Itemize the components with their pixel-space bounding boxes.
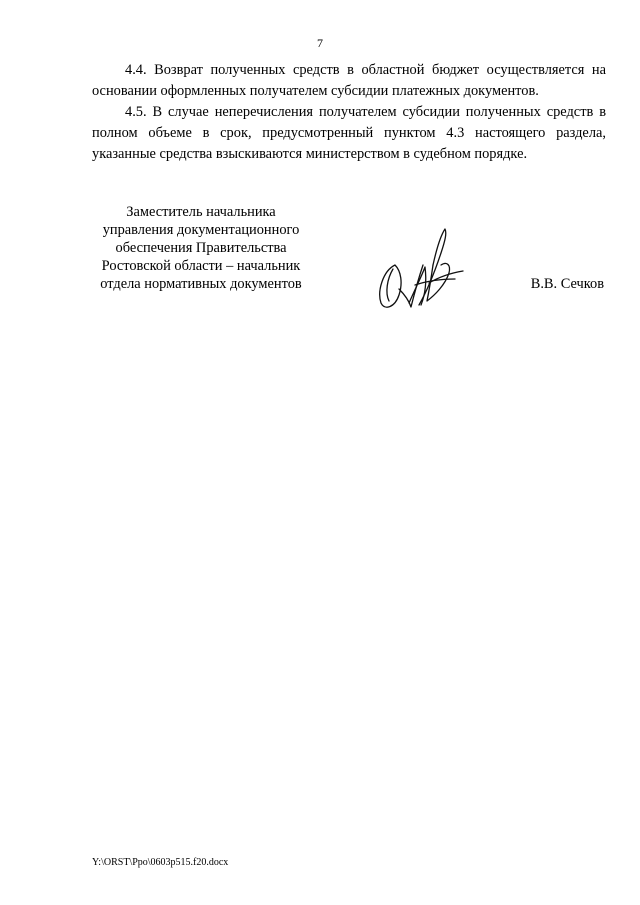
signer-title-line: Заместитель начальника <box>126 204 276 220</box>
signature-stroke <box>399 265 423 307</box>
signature-stroke <box>387 269 393 301</box>
signature-stroke <box>409 267 426 305</box>
signature-stroke <box>380 265 401 307</box>
signer-title-line: Ростовской области – начальник <box>101 258 301 274</box>
document-body <box>92 60 606 165</box>
signer-title-line: обеспечения Правительства <box>115 240 287 256</box>
signature-stroke <box>415 279 455 285</box>
signer-title-line: управления документационного <box>102 222 300 238</box>
signer-title <box>92 203 310 293</box>
paragraph-4-5: 4.5. В случае неперечисления получателем субсидии полученных средств в полном объеме в срок, предусмотренный пунктом 4.3 настоящего раздела, указанные средства взыскиваются министерством в судебном порядке. <box>92 104 606 162</box>
signature-block <box>92 203 606 313</box>
page-number: 7 <box>317 36 323 50</box>
signer-title-line: отдела нормативных документов <box>100 276 302 292</box>
handwritten-signature <box>375 225 465 313</box>
signer-name: В.В. Сечков <box>530 276 604 292</box>
paragraph-4-4: 4.4. Возврат полученных средств в областной бюджет осуществляется на основании оформленных получателем субсидии платежных документов. <box>92 62 606 99</box>
file-path: Y:\ORST\Ppo\0603p515.f20.docx <box>92 857 229 868</box>
